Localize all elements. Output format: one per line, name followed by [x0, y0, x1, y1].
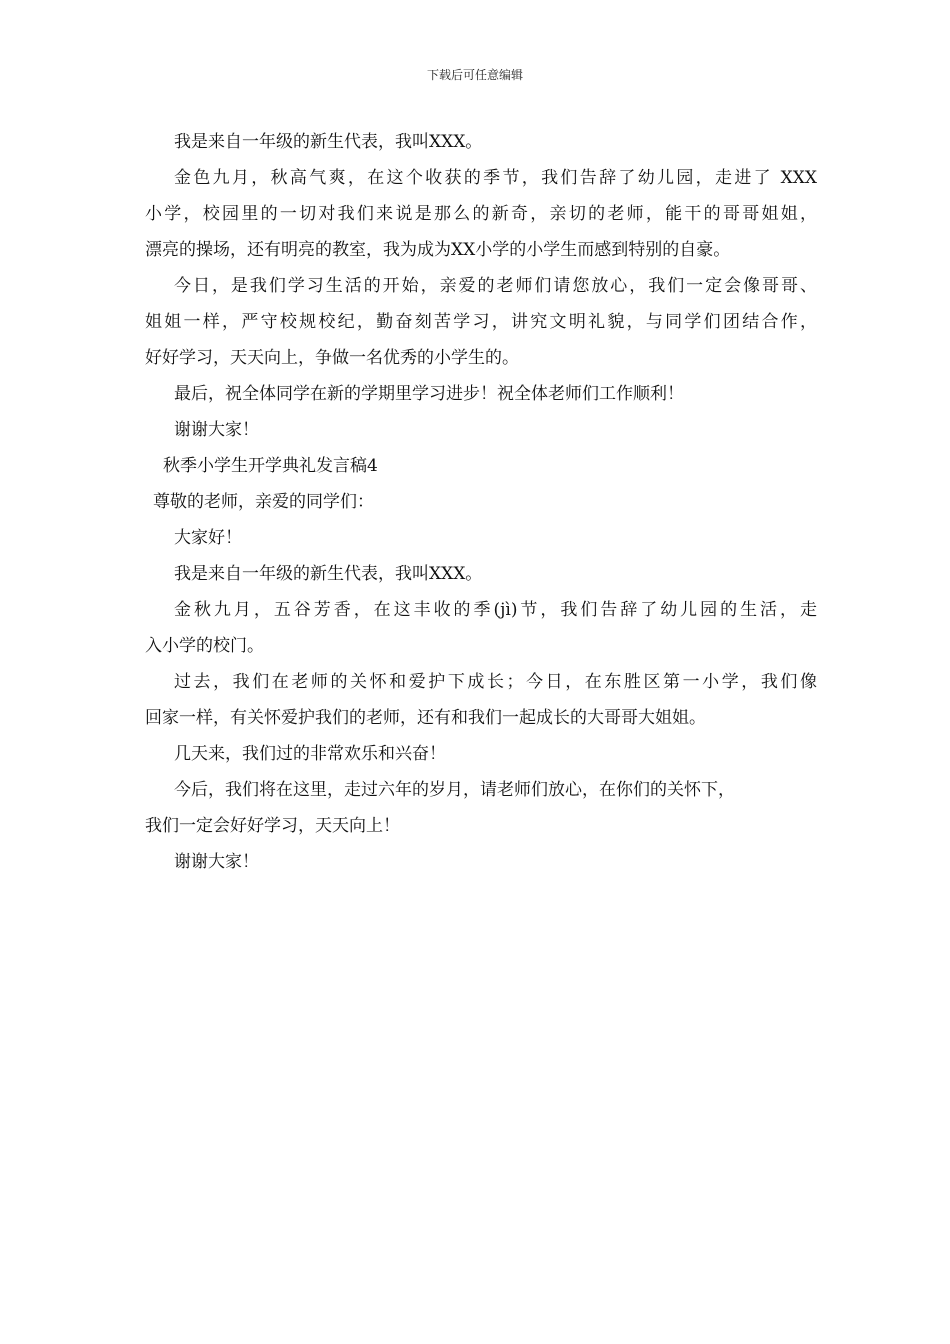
paragraph-line: 谢谢大家！ — [174, 852, 259, 872]
salutation-line: 尊敬的老师，亲爱的同学们： — [153, 492, 374, 512]
paragraph-line: 金秋九月，五谷芳香，在这丰收的季(jì)节，我们告辞了幼儿园的生活，走 — [174, 600, 817, 620]
section-title: 秋季小学生开学典礼发言稿4 — [163, 456, 378, 476]
paragraph-line: 小学，校园里的一切对我们来说是那么的新奇，亲切的老师，能干的哥哥姐姐， — [145, 204, 817, 224]
paragraph-line: 好好学习，天天向上，争做一名优秀的小学生的。 — [145, 348, 519, 368]
paragraph-line: 最后，祝全体同学在新的学期里学习进步！祝全体老师们工作顺利！ — [174, 384, 684, 404]
paragraph-line: 大家好！ — [174, 528, 242, 548]
paragraph-line: 我们一定会好好学习，天天向上！ — [145, 816, 400, 836]
paragraph-line: 过去，我们在老师的关怀和爱护下成长；今日，在东胜区第一小学，我们像 — [174, 672, 817, 692]
paragraph-line: 今日，是我们学习生活的开始，亲爱的老师们请您放心，我们一定会像哥哥、 — [174, 276, 817, 296]
paragraph-line: 我是来自一年级的新生代表，我叫XXX。 — [174, 132, 483, 152]
document-body — [145, 124, 817, 880]
paragraph-line: 金色九月，秋高气爽，在这个收获的季节，我们告辞了幼儿园，走进了 XXX — [174, 168, 817, 188]
page-header-note: 下载后可任意编辑 — [426, 68, 523, 82]
paragraph-line: 今后，我们将在这里，走过六年的岁月，请老师们放心，在你们的关怀下， — [174, 780, 735, 800]
paragraph-line: 我是来自一年级的新生代表，我叫XXX。 — [174, 564, 483, 584]
paragraph-line: 几天来，我们过的非常欢乐和兴奋！ — [174, 744, 446, 764]
paragraph-line: 谢谢大家！ — [174, 420, 259, 440]
paragraph-line: 入小学的校门。 — [145, 636, 264, 656]
paragraph-line: 回家一样，有关怀爱护我们的老师，还有和我们一起成长的大哥哥大姐姐。 — [145, 708, 706, 728]
paragraph-line: 姐姐一样，严守校规校纪，勤奋刻苦学习，讲究文明礼貌，与同学们团结合作， — [145, 312, 817, 332]
paragraph-line: 漂亮的操场，还有明亮的教室，我为成为XX小学的小学生而感到特别的自豪。 — [145, 240, 731, 260]
